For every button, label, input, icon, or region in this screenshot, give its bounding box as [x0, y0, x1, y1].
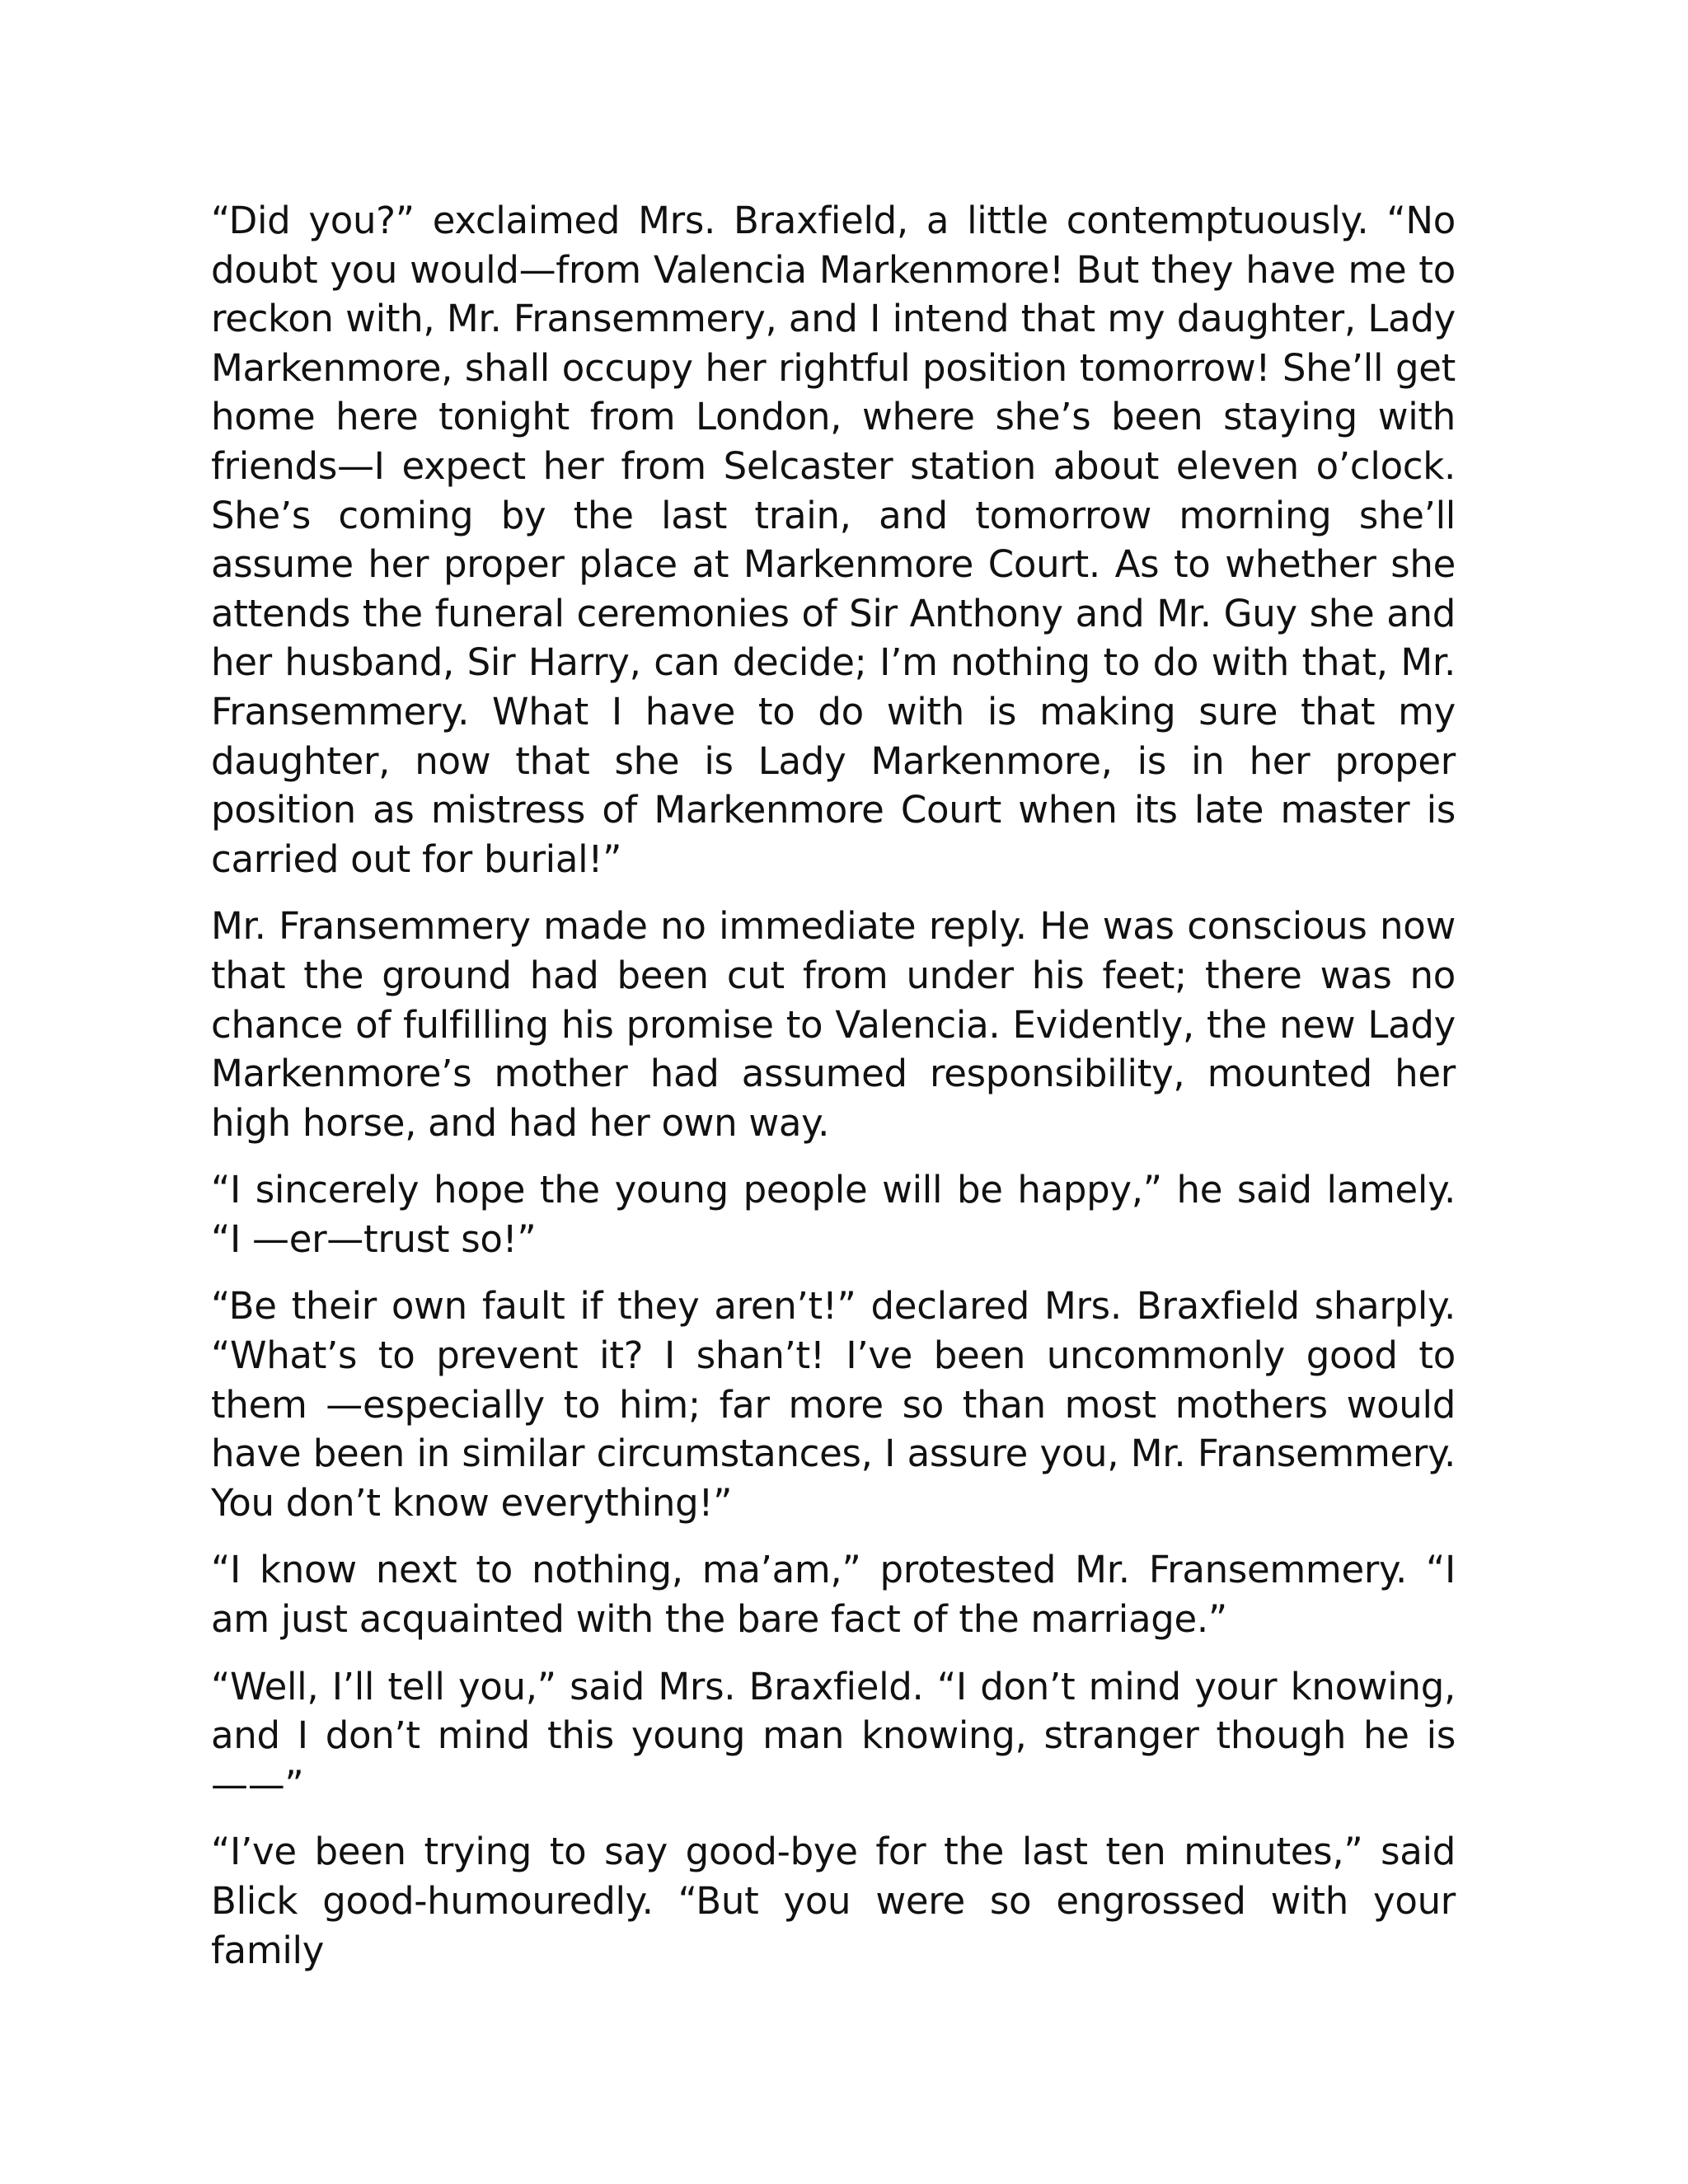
paragraph-1: “Did you?” exclaimed Mrs. Braxfield, a little contemptuously. “No doubt you would—from Valencia Markenmore! But they have me to reckon with, Mr. Fransemmery, and I intend that my daughter, Lady Markenmore, shall occupy her rightful position tomorrow! She’ll get home here tonight from London, where she’s been staying with friends—I expect her from Selcaster station about eleven o’clock. She’s coming by the last train, and tomorrow morning she’ll assume her proper place at Markenmore Court. As to whether she attends the funeral ceremonies of Sir Anthony and Mr. Guy she and her husband, Sir Harry, can decide; I’m nothing to do with that, Mr. Fransemmery. What I have to do with is making sure that my daughter, now that she is Lady Markenmore, is in her proper position as mistress of Markenmore Court when its late master is carried out for burial!”: [211, 199, 1456, 881]
paragraph-5: “I know next to nothing, ma’am,” protested Mr. Fransemmery. “I am just acquainted with the bare fact of the marriage.”: [211, 1548, 1456, 1642]
paragraph-3: “I sincerely hope the young people will be happy,” he said lamely. “I —er—trust so!”: [211, 1168, 1456, 1261]
paragraph-6: “Well, I’ll tell you,” said Mrs. Braxfield. “I don’t mind your knowing, and I don’t mind this young man knowing, stranger though he is ——”: [211, 1664, 1456, 1807]
paragraph-2: Mr. Fransemmery made no immediate reply. He was conscious now that the ground had been cut from under his feet; there was no chance of fulfilling his promise to Valencia. Evidently, the new Lady Markenmore’s mother had assumed responsibility, mounted her high horse, and had her own way.: [211, 904, 1456, 1145]
book-page: [211, 196, 1456, 1993]
paragraph-7: “I’ve been trying to say good-bye for the last ten minutes,” said Blick good-humouredly. “But you were so engrossed with your family: [211, 1830, 1456, 1972]
paragraph-4: “Be their own fault if they aren’t!” declared Mrs. Braxfield sharply. “What’s to prevent it? I shan’t! I’ve been uncommonly good to them —especially to him; far more so than most mothers would have been in similar circumstances, I assure you, Mr. Fransemmery. You don’t know everything!”: [211, 1284, 1456, 1525]
